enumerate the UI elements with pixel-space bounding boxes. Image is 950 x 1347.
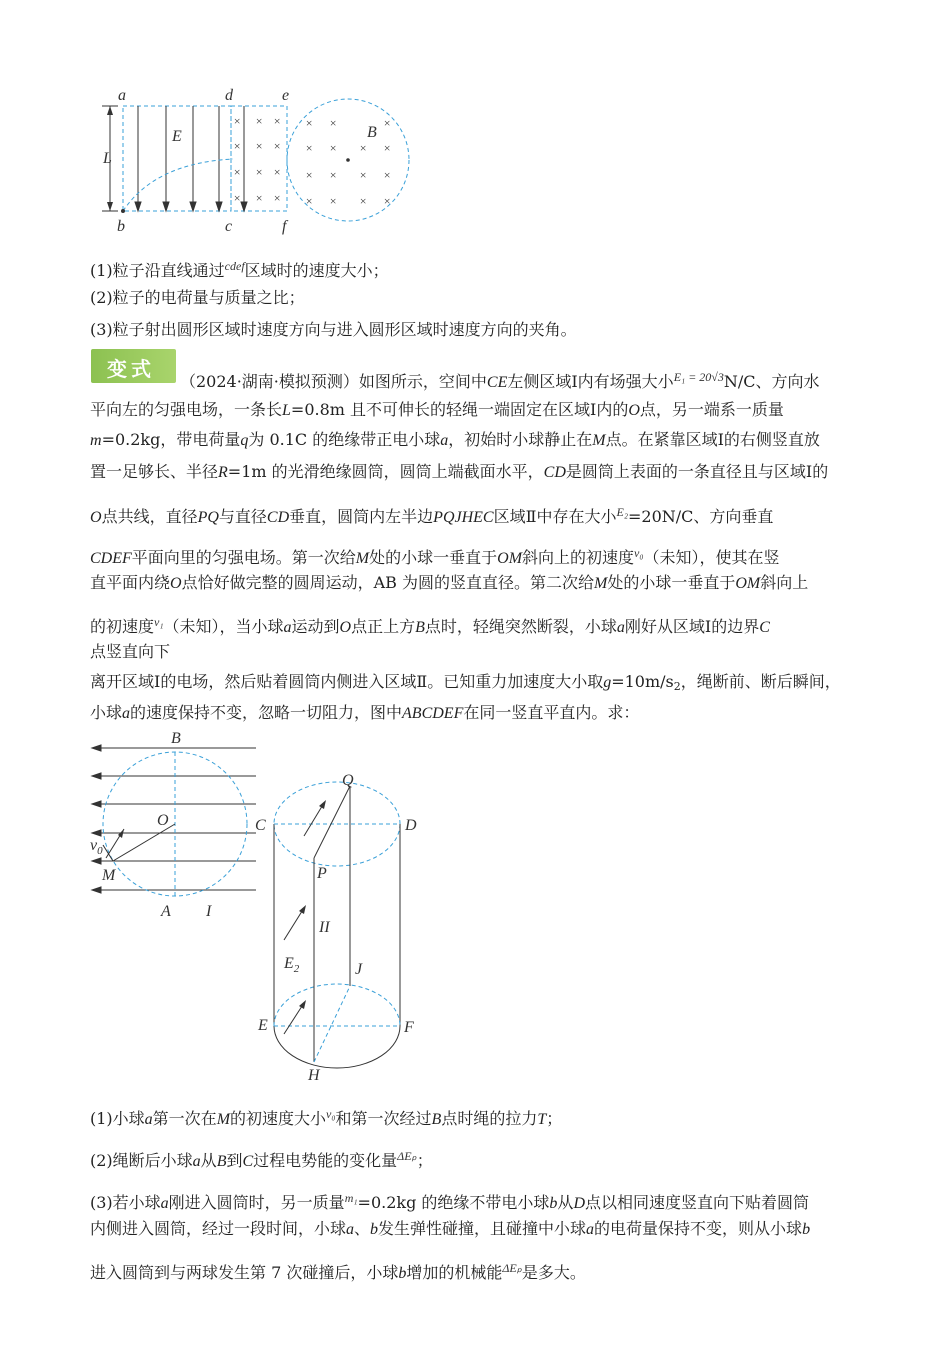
svg-text:×: × — [359, 168, 368, 182]
svg-text:×: × — [305, 194, 314, 208]
para-line-8: 的初速度$^{v_1}$（未知），当小球a运动到O点正上方B点时，轻绳突然断裂，小球a刚好从区域Ⅰ的边界C — [90, 615, 770, 636]
variant-badge: 变式 — [91, 349, 176, 383]
fig2-label-J: J — [355, 961, 363, 978]
svg-text:×: × — [255, 114, 264, 128]
svg-text:×: × — [273, 191, 282, 205]
fig2-label-I: I — [206, 903, 212, 920]
ask-3: (3)若小球a刚进入圆筒时，另一质量$^{m_1}$=0.2kg 的绝缘不带电小球b从D点以相同速度竖直向下贴着圆筒 — [90, 1191, 810, 1212]
svg-text:×: × — [305, 141, 314, 155]
svg-text:×: × — [359, 141, 368, 155]
label-L: L — [103, 150, 112, 167]
fig2-label-D: D — [405, 817, 417, 834]
fig2-label-Q: Q — [342, 772, 354, 789]
svg-text:×: × — [359, 194, 368, 208]
fig2-label-O: O — [157, 812, 169, 829]
label-e: e — [282, 87, 290, 104]
svg-text:×: × — [329, 194, 338, 208]
ask-3-end: 进入圆筒到与两球发生第 7 次碰撞后，小球b增加的机械能$^{\Delta E_p}$是多大。 — [90, 1261, 586, 1282]
fig2-label-P: P — [317, 865, 327, 882]
para-line-11: 小球a的速度保持不变，忽略一切阻力，图中ABCDEF在同一竖直平直内。求： — [90, 703, 640, 722]
para-line-10: 离开区域Ⅰ的电场，然后贴着圆筒内侧进入区域Ⅱ。已知重力加速度大小取$g=10m/s_2$，绳断前、断后瞬间， — [90, 672, 841, 693]
svg-text:×: × — [383, 141, 392, 155]
figure-2-cylinder-diagram — [88, 728, 433, 1088]
label-b: b — [117, 218, 125, 235]
svg-text:×: × — [233, 165, 242, 179]
question-2: (2)粒子的电荷量与质量之比； — [90, 288, 305, 307]
svg-text:×: × — [305, 116, 314, 130]
figure-1-field-diagram — [95, 85, 425, 245]
svg-text:×: × — [383, 194, 392, 208]
para-line-9: 点竖直向下 — [90, 642, 171, 661]
para-line-7: 直平面内绕O点恰好做完整的圆周运动，AB 为圆的竖直直径。第二次给M处的小球一垂直于OM斜向上 — [90, 573, 809, 592]
fig2-label-E2: $E_2$ — [284, 955, 300, 975]
svg-text:×: × — [273, 139, 282, 153]
ask-1: (1)小球a第一次在M的初速度大小$^{v_0}$和第一次经过B点时绳的拉力T； — [90, 1107, 563, 1128]
fig2-label-II: II — [319, 919, 330, 936]
label-E: E — [172, 128, 182, 145]
ask-2: (2)绳断后小球a从B到C过程电势能的变化量$^{\Delta E_p}$； — [90, 1149, 433, 1170]
fig2-label-C: C — [255, 817, 266, 834]
svg-text:×: × — [233, 114, 242, 128]
svg-text:×: × — [305, 168, 314, 182]
svg-text:×: × — [233, 191, 242, 205]
svg-text:×: × — [329, 141, 338, 155]
question-1: (1)粒子沿直线通过$^{cdef}$区域时的速度大小； — [90, 259, 389, 280]
para-line-2: 平向左的匀强电场，一条长L=0.8m 且不可伸长的轻绳一端固定在区域Ⅰ内的O点，另一端系一质量 — [90, 400, 784, 419]
svg-text:×: × — [383, 168, 392, 182]
svg-text:×: × — [255, 191, 264, 205]
svg-text:×: × — [273, 114, 282, 128]
svg-text:×: × — [329, 168, 338, 182]
para-line-6: CDEF平面向里的匀强电场。第一次给M处的小球一垂直于OM斜向上的初速度$^{v_0}$（未知），使其在竖 — [90, 546, 780, 567]
svg-text:×: × — [273, 165, 282, 179]
fig2-label-M: M — [102, 867, 116, 884]
fig2-label-E: E — [258, 1017, 268, 1034]
fig2-label-v0: $v_0$ — [90, 837, 103, 857]
fig2-label-H: H — [308, 1067, 320, 1084]
label-a: a — [118, 87, 126, 104]
label-B: B — [367, 124, 377, 141]
para-line-4: 置一足够长、半径R=1m 的光滑绝缘圆筒，圆筒上端截面水平，CD是圆筒上表面的一条直径且与区域Ⅰ的 — [90, 462, 829, 481]
para-line-1: （2024·湖南·模拟预测）如图所示，空间中CE左侧区域Ⅰ内有场强大小$^{E_1 = 20√3}$N/C、方向水 — [180, 370, 820, 391]
label-f: f — [282, 218, 287, 235]
para-line-5: O点共线，直径PQ与直径CD垂直，圆筒内左半边PQJHEC区域Ⅱ中存在大小$^{E_2}$=20N/C、方向垂直 — [90, 505, 774, 526]
svg-text:×: × — [255, 139, 264, 153]
question-3: (3)粒子射出圆形区域时速度方向与进入圆形区域时速度方向的夹角。 — [90, 320, 577, 339]
fig2-label-B: B — [171, 730, 181, 747]
fig2-label-F: F — [404, 1019, 414, 1036]
fig2-label-A: A — [161, 903, 171, 920]
para-line-3: m=0.2kg，带电荷量q为 0.1C 的绝缘带正电小球a，初始时小球静止在M点。在紧靠区域Ⅰ的右侧竖直放 — [90, 430, 820, 449]
svg-text:×: × — [383, 116, 392, 130]
label-d: d — [225, 87, 233, 104]
svg-text:×: × — [255, 165, 264, 179]
label-c: c — [225, 218, 233, 235]
svg-text:×: × — [329, 116, 338, 130]
ask-3-cont: 内侧进入圆筒，经过一段时间，小球a、b发生弹性碰撞，且碰撞中小球a的电荷量保持不变，则从小球b — [90, 1219, 811, 1238]
svg-text:×: × — [233, 139, 242, 153]
